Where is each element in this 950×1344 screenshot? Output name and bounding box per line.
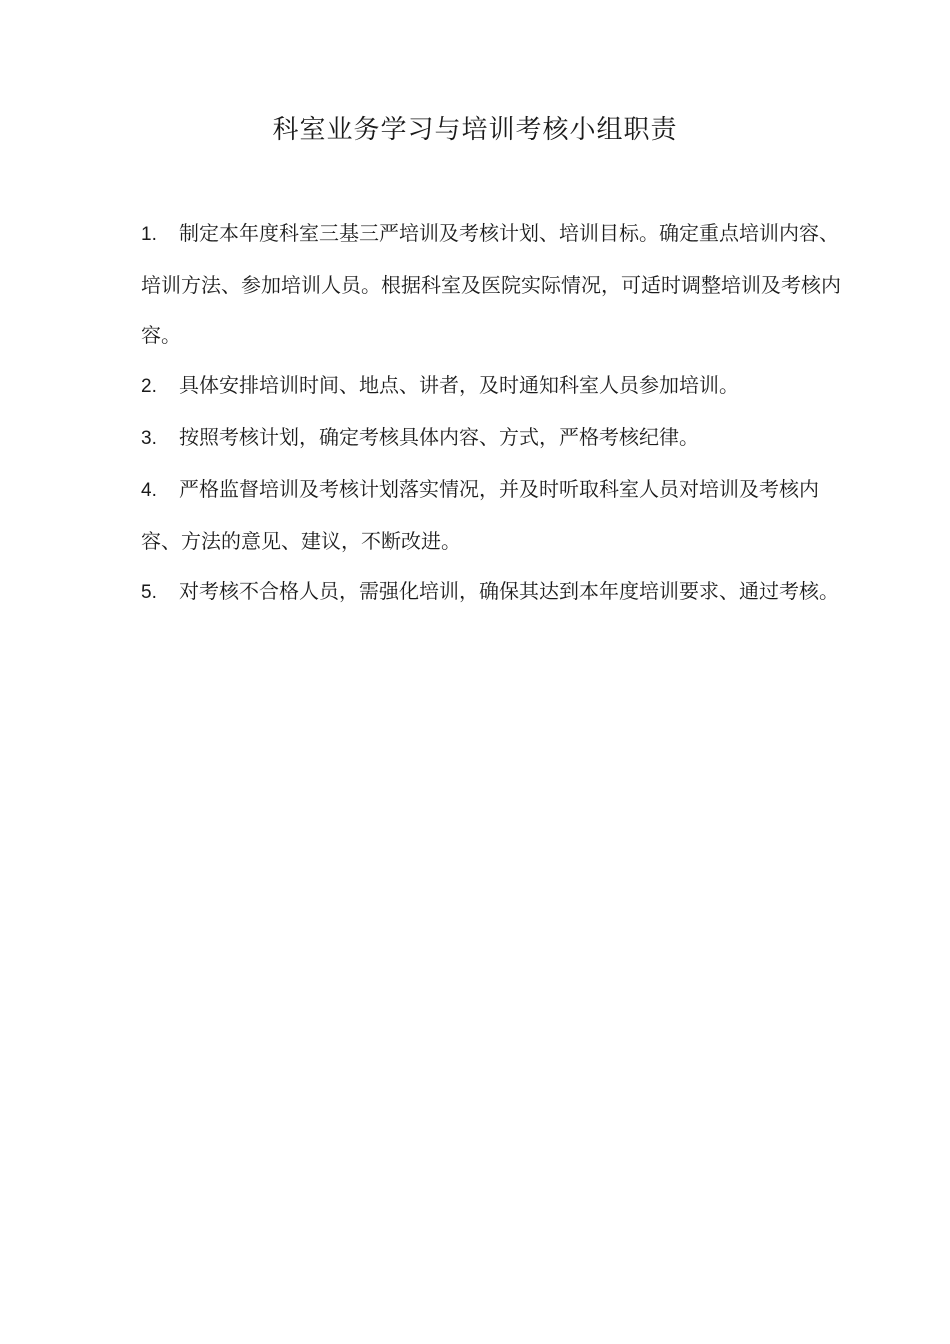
list-item-2 xyxy=(141,360,841,412)
item-number: 1. xyxy=(141,224,157,245)
item-number: 4. xyxy=(141,480,157,501)
item-number: 2. xyxy=(141,376,157,397)
list-item-4 xyxy=(141,464,841,566)
list-item-5 xyxy=(141,566,841,618)
item-text: 严格监督培训及考核计划落实情况，并及时听取科室人员对培训及考核内容、方法的意见、建议，不断改进。 xyxy=(141,477,819,553)
list-item-3 xyxy=(141,412,841,464)
item-text: 制定本年度科室三基三严培训及考核计划、培训目标。确定重点培训内容、培训方法、参加培训人员。根据科室及医院实际情况，可适时调整培训及考核内容。 xyxy=(141,221,841,347)
page-title: 科室业务学习与培训考核小组职责 xyxy=(272,115,678,145)
item-text: 按照考核计划，确定考核具体内容、方式，严格考核纪律。 xyxy=(179,425,699,449)
item-text: 对考核不合格人员，需强化培训，确保其达到本年度培训要求、通过考核。 xyxy=(179,579,839,603)
item-number: 5. xyxy=(141,582,157,603)
list-item-1 xyxy=(141,208,841,360)
item-text: 具体安排培训时间、地点、讲者，及时通知科室人员参加培训。 xyxy=(179,373,739,397)
item-number: 3. xyxy=(141,428,157,449)
duty-list xyxy=(141,208,841,618)
